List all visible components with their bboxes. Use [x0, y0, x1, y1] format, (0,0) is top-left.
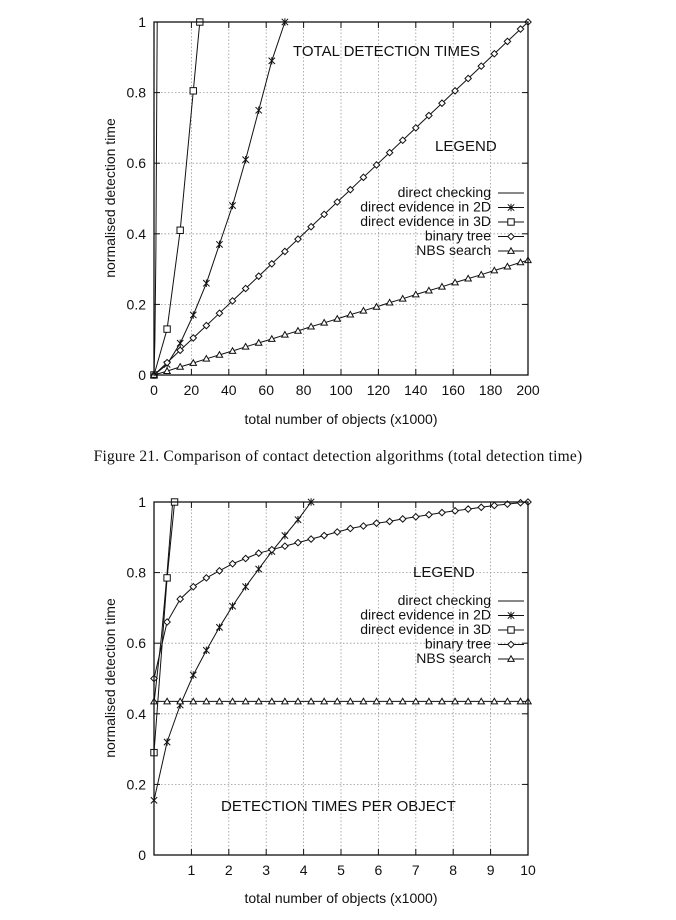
x-tick-label: 100 [329, 382, 353, 398]
legend-marker-binary-tree [508, 641, 514, 647]
data-point-binary-tree [360, 523, 366, 529]
data-point-binary-tree [439, 509, 445, 515]
data-point-binary-tree [400, 516, 406, 522]
figure-caption: Figure 21. Comparison of contact detection algorithms (total detection time) [93, 448, 583, 465]
series-line-direct-evidence-in-3d [154, 502, 175, 753]
y-tick-label: 1 [138, 494, 146, 510]
x-tick-label: 10 [520, 862, 536, 878]
y-tick-label: 0 [138, 367, 146, 383]
series-direct-checking [154, 502, 173, 703]
y-tick-label: 0.4 [126, 225, 146, 242]
legend-item-nbs-search [416, 242, 524, 258]
data-point-direct-evidence-in-2d [282, 532, 288, 539]
data-point-binary-tree [203, 575, 209, 581]
data-point-binary-tree [295, 539, 301, 545]
legend-marker-direct-evidence-in-3d [508, 627, 514, 633]
data-point-binary-tree [491, 502, 497, 508]
data-point-direct-evidence-in-2d [177, 340, 183, 347]
x-axis-label: total number of objects (x1000) [244, 890, 438, 906]
x-tick-label: 7 [411, 862, 420, 878]
y-tick-label: 0 [138, 847, 146, 863]
data-point-direct-evidence-in-2d [203, 647, 209, 654]
legend-label: binary tree [424, 227, 491, 244]
data-point-binary-tree [282, 543, 288, 549]
x-tick-label: 40 [221, 382, 237, 398]
data-point-direct-evidence-in-2d [256, 565, 262, 572]
legend-label: direct checking [397, 592, 491, 608]
series-direct-evidence-in-3d [151, 19, 203, 378]
data-point-direct-evidence-in-2d [242, 583, 248, 590]
x-tick-label: 9 [486, 862, 495, 878]
data-point-direct-evidence-in-2d [295, 516, 301, 523]
data-point-direct-evidence-in-2d [164, 738, 170, 745]
data-point-direct-evidence-in-3d [190, 88, 196, 94]
data-point-direct-evidence-in-2d [229, 602, 235, 609]
x-tick-label: 6 [374, 862, 383, 878]
y-tick-label: 0.6 [126, 155, 146, 172]
x-tick-label: 5 [337, 862, 345, 878]
data-point-binary-tree [386, 518, 392, 524]
data-point-binary-tree [256, 550, 262, 556]
y-tick-label: 1 [138, 14, 146, 30]
chart-total-detection-times [102, 14, 540, 427]
legend-label: NBS search [416, 242, 491, 258]
data-point-binary-tree [334, 529, 340, 535]
data-point-direct-evidence-in-2d [216, 624, 222, 631]
data-point-binary-tree [308, 536, 314, 542]
data-point-direct-evidence-in-2d [229, 202, 235, 209]
legend-label: NBS search [416, 650, 491, 666]
legend [360, 564, 524, 666]
legend-label: direct evidence in 2D [360, 198, 491, 215]
data-point-direct-evidence-in-2d [190, 311, 196, 318]
data-point-binary-tree [164, 619, 170, 625]
data-point-direct-evidence-in-3d [164, 575, 170, 581]
data-point-binary-tree [465, 506, 471, 512]
chart-detection-times-per-object [102, 494, 536, 906]
x-tick-label: 200 [516, 382, 540, 398]
data-point-direct-evidence-in-2d [269, 57, 275, 64]
data-point-binary-tree [478, 504, 484, 510]
y-tick-label: 0.8 [126, 84, 146, 101]
legend [360, 138, 524, 258]
legend-marker-direct-evidence-in-3d [508, 219, 514, 225]
data-point-binary-tree [242, 555, 248, 561]
y-tick-label: 0.4 [126, 705, 146, 722]
series-line-direct-checking [154, 502, 173, 703]
legend-title: LEGEND [413, 564, 475, 581]
x-tick-label: 8 [449, 862, 458, 878]
data-point-binary-tree [216, 568, 222, 574]
data-point-direct-evidence-in-2d [256, 107, 262, 114]
x-tick-label: 3 [262, 862, 271, 878]
y-axis-label: normalised detection time [102, 118, 118, 278]
legend-title: LEGEND [435, 138, 497, 155]
data-point-direct-evidence-in-2d [203, 280, 209, 287]
data-point-binary-tree [269, 546, 275, 552]
series-direct-evidence-in-2d [151, 498, 314, 804]
data-point-direct-evidence-in-3d [164, 326, 170, 332]
data-point-direct-evidence-in-2d [216, 241, 222, 248]
x-tick-label: 160 [441, 382, 465, 398]
x-axis-label: total number of objects (x1000) [244, 411, 438, 427]
legend-label: direct checking [397, 184, 491, 200]
x-tick-label: 180 [478, 382, 503, 398]
data-point-binary-tree [413, 514, 419, 520]
legend-label: direct evidence in 3D [360, 213, 491, 229]
x-tick-label: 120 [366, 382, 391, 398]
data-point-binary-tree [347, 525, 353, 531]
legend-label: direct evidence in 3D [360, 621, 491, 637]
chart-title: DETECTION TIMES PER OBJECT [221, 798, 456, 815]
data-point-direct-evidence-in-3d [177, 227, 183, 233]
legend-marker-binary-tree [508, 233, 514, 239]
x-tick-label: 80 [295, 382, 312, 398]
data-point-binary-tree [517, 500, 523, 506]
x-tick-label: 0 [150, 382, 158, 398]
chart-title: TOTAL DETECTION TIMES [293, 43, 480, 60]
data-point-direct-evidence-in-2d [242, 156, 248, 163]
y-tick-label: 0.2 [126, 776, 146, 793]
x-tick-label: 140 [404, 382, 428, 398]
y-tick-label: 0.8 [126, 564, 146, 581]
series-line-direct-evidence-in-2d [154, 22, 285, 375]
y-tick-label: 0.2 [126, 296, 146, 313]
y-tick-label: 0.6 [126, 635, 146, 652]
data-point-binary-tree [229, 561, 235, 567]
series-direct-evidence-in-2d [151, 18, 288, 378]
series-line-direct-evidence-in-3d [154, 22, 200, 375]
data-point-binary-tree [321, 532, 327, 538]
legend-label: direct evidence in 2D [360, 606, 491, 623]
legend-item-nbs-search [416, 650, 524, 666]
x-tick-label: 20 [183, 382, 200, 398]
x-tick-label: 4 [299, 862, 308, 878]
data-point-binary-tree [426, 512, 432, 518]
legend-label: binary tree [424, 635, 491, 652]
y-axis-label: normalised detection time [102, 598, 118, 758]
x-tick-label: 1 [187, 862, 196, 878]
x-tick-label: 2 [224, 862, 233, 878]
x-tick-label: 60 [258, 382, 274, 398]
series-direct-evidence-in-3d [151, 499, 178, 756]
